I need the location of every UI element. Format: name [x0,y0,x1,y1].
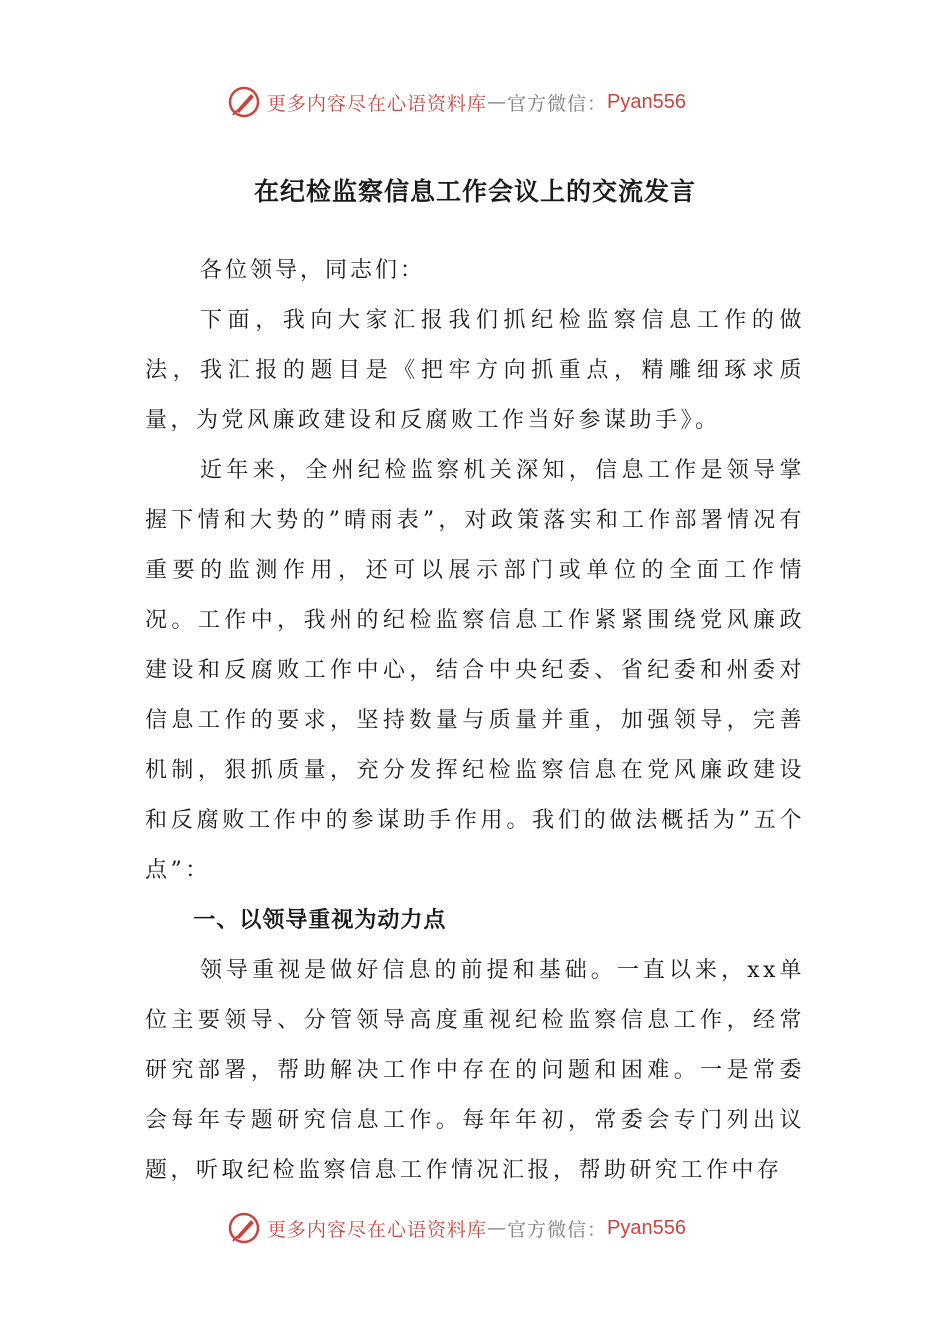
watermark-wechat-label: 官方微信： [507,1218,608,1241]
watermark-footer [227,1208,686,1248]
watermark-dash: — [487,1217,508,1239]
paragraph-intro: 下面，我向大家汇报我们抓纪检监察信息工作的做法，我汇报的题目是《把牢方向抓重点，精雕细琢求质量，为党风廉政建设和反腐败工作当好参谋助手》。 [145,308,805,433]
pen-logo-icon [227,1211,261,1245]
watermark-dash: — [487,91,508,113]
paragraph-section-one: 领导重视是做好信息的前提和基础。一直以来，xx单位主要领导、分管领导高度重视纪检监察信息工作，经常研究部署，帮助解决工作中存在的问题和困难。一是常委会每年专题研究信息工作。每年年初，常委会专门列出议题，听取纪检监察信息工作情况汇报，帮助研究工作中存 [145,958,805,1183]
watermark-wechat-label: 官方微信： [507,92,608,115]
watermark-wechat-id: Pyan556 [607,1216,686,1239]
watermark-wechat-id: Pyan556 [607,90,686,113]
section-heading: 一、以领导重视为动力点 [193,908,447,933]
document-body [145,246,805,1196]
watermark-brand-text: 更多内容尽在心语资料库 [267,92,488,115]
watermark-brand-text: 更多内容尽在心语资料库 [267,1218,488,1241]
paragraph-background: 近年来，全州纪检监察机关深知，信息工作是领导掌握下情和大势的”晴雨表”，对政策落实和工作部署情况有重要的监测作用，还可以展示部门或单位的全面工作情况。工作中，我州的纪检监察信息工作紧紧围绕党风廉政建设和反腐败工作中心，结合中央纪委、省纪委和州委对信息工作的要求，坚持数量与质量并重，加强领导，完善机制，狠抓质量，充分发挥纪检监察信息在党风廉政建设和反腐败工作中的参谋助手作用。我们的做法概括为”五个点”： [145,458,805,883]
watermark-header [227,82,686,122]
pen-logo-icon [227,85,261,119]
greeting: 各位领导，同志们： [200,258,426,283]
document-title: 在纪检监察信息工作会议上的交流发言 [253,177,696,206]
